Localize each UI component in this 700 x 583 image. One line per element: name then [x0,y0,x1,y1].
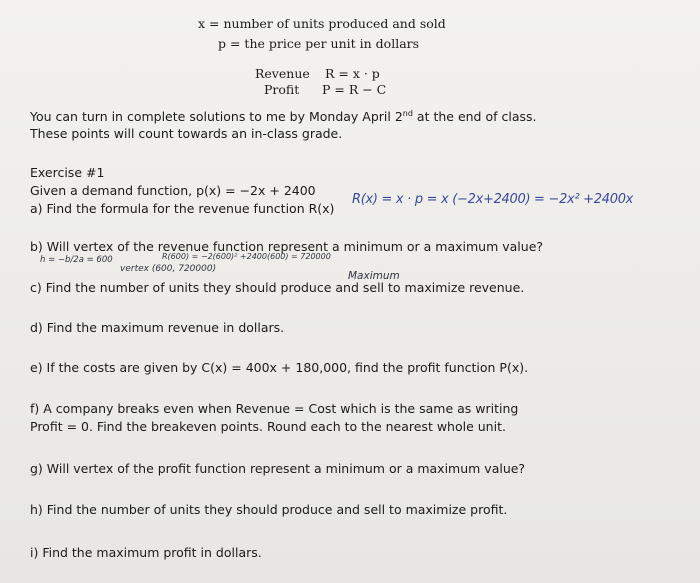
notice-superscript: nd [402,109,413,118]
question-e: e) If the costs are given by C(x) = 400x + 180,000, find the profit function P(x). [30,360,529,375]
handwritten-r600: R(600) = −2(600)² +2400(600) = 720000 [162,252,331,261]
question-f-line-1: f) A company breaks even when Revenue = Cost which is the same as writing [30,401,519,416]
exercise-title: Exercise #1 [30,165,105,180]
question-d: d) Find the maximum revenue in dollars. [30,320,285,335]
profit-formula: P = R − C [321,82,387,97]
exercise-given: Given a demand function, p(x) = −2x + 2400 [30,183,316,198]
question-f-line-2: Profit = 0. Find the breakeven points. Round each to the nearest whole unit. [30,419,506,434]
handwritten-h-value: h = −b/2a = 600 [40,255,113,265]
definition-p: p = the price per unit in dollars [218,36,420,51]
handwritten-maximum: Maximum [348,270,400,282]
question-c: c) Find the number of units they should produce and sell to maximize revenue. [30,280,525,295]
question-h: h) Find the number of units they should produce and sell to maximize profit. [30,502,508,517]
question-a: a) Find the formula for the revenue function R(x) [30,201,335,216]
revenue-formula: R = x · p [324,66,380,81]
notice-line-1-text: You can turn in complete solutions to me by Monday April 2 [30,109,403,125]
notice-line-1-end: at the end of class. [412,109,537,125]
definition-x: x = number of units produced and sold [198,16,446,31]
revenue-definition [255,66,380,81]
handwritten-revenue-work: R(x) = x · p = x (−2x+2400) = −2x² +2400x [352,192,634,207]
notice-line-2: These points will count towards an in-class grade. [30,126,343,141]
question-i: i) Find the maximum profit in dollars. [30,545,262,560]
handwritten-vertex: vertex (600, 720000) [120,264,217,274]
profit-definition [264,82,386,97]
question-b: b) Will vertex of the revenue function represent a minimum or a maximum value? [30,239,544,254]
revenue-label: Revenue [255,66,310,81]
question-g: g) Will vertex of the profit function represent a minimum or a maximum value? [30,461,526,476]
notice-line-1 [30,106,537,124]
profit-label: Profit [264,82,300,97]
